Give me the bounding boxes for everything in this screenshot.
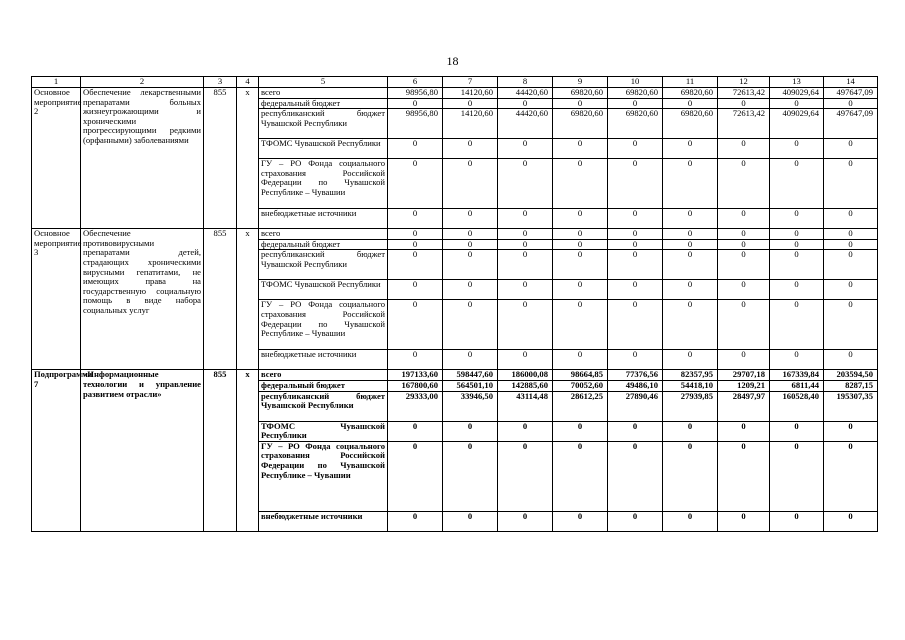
header-row: [32, 77, 878, 88]
value-cell: 0: [824, 229, 878, 240]
value-cell: 0: [663, 229, 718, 240]
value-cell: 409029,64: [770, 109, 824, 139]
value-cell: 167339,84: [770, 370, 824, 381]
value-cell: 0: [498, 441, 553, 511]
value-cell: 54418,10: [663, 380, 718, 391]
program-code: 855: [204, 88, 237, 229]
value-cell: 0: [498, 300, 553, 350]
header-cell: 7: [443, 77, 498, 88]
value-cell: 0: [824, 209, 878, 229]
funding-source: ТФОМС Чувашской Республики: [259, 421, 388, 441]
value-cell: 0: [498, 139, 553, 159]
value-cell: 0: [553, 300, 608, 350]
header-cell: 1: [32, 77, 81, 88]
header-cell: 4: [237, 77, 259, 88]
value-cell: 0: [553, 511, 608, 531]
value-cell: 0: [608, 139, 663, 159]
program-description: Обеспечение лекарственными препаратами больных жизнеугрожающими и хроническими прогрессирующими редкими (орфанными) заболеваниями: [81, 88, 204, 229]
value-cell: 497647,09: [824, 109, 878, 139]
value-cell: 0: [498, 280, 553, 300]
value-cell: 0: [770, 280, 824, 300]
value-cell: 0: [770, 209, 824, 229]
header-cell: 6: [388, 77, 443, 88]
value-cell: 0: [824, 350, 878, 370]
value-cell: 0: [388, 250, 443, 280]
value-cell: 0: [388, 280, 443, 300]
program-description: Обеспечение противовирусными препаратами детей, страдающих хроническими вирусными гепатитами, не имеющих права на государственную социальную помощь в виде набора социальных услуг: [81, 229, 204, 370]
value-cell: 27939,85: [663, 391, 718, 421]
value-cell: 0: [553, 209, 608, 229]
value-cell: 0: [824, 421, 878, 441]
header-cell: 13: [770, 77, 824, 88]
funding-source: ТФОМС Чувашской Республики: [259, 139, 388, 159]
program-code: 855: [204, 229, 237, 370]
header-cell: 3: [204, 77, 237, 88]
program-label: Основное мероприятие 2: [32, 88, 81, 229]
value-cell: 0: [498, 229, 553, 240]
value-cell: 0: [824, 250, 878, 280]
value-cell: 0: [663, 209, 718, 229]
value-cell: 44420,60: [498, 88, 553, 99]
value-cell: 186000,08: [498, 370, 553, 381]
funding-source: республиканский бюджет Чувашской Республики: [259, 250, 388, 280]
value-cell: 0: [718, 441, 770, 511]
funding-source: всего: [259, 229, 388, 240]
value-cell: 98956,80: [388, 109, 443, 139]
value-cell: 0: [608, 280, 663, 300]
value-cell: 0: [770, 300, 824, 350]
value-cell: 497647,09: [824, 88, 878, 99]
value-cell: 69820,60: [553, 88, 608, 99]
value-cell: 6811,44: [770, 380, 824, 391]
value-cell: 0: [608, 421, 663, 441]
funding-source: внебюджетные источники: [259, 511, 388, 531]
funding-source: федеральный бюджет: [259, 380, 388, 391]
program-label: Основное мероприятие 3: [32, 229, 81, 370]
value-cell: 0: [608, 300, 663, 350]
value-cell: 0: [663, 280, 718, 300]
value-cell: 0: [443, 229, 498, 240]
value-cell: 98956,80: [388, 88, 443, 99]
funding-source: республиканский бюджет Чувашской Республики: [259, 109, 388, 139]
value-cell: 0: [770, 421, 824, 441]
table-row: [32, 88, 878, 99]
value-cell: 14120,60: [443, 88, 498, 99]
value-cell: 28612,25: [553, 391, 608, 421]
value-cell: 0: [443, 421, 498, 441]
value-cell: 0: [718, 280, 770, 300]
value-cell: 0: [608, 98, 663, 109]
value-cell: 0: [498, 98, 553, 109]
value-cell: 0: [663, 239, 718, 250]
value-cell: 409029,64: [770, 88, 824, 99]
table-row: [32, 370, 878, 381]
value-cell: 0: [553, 250, 608, 280]
value-cell: 0: [770, 441, 824, 511]
value-cell: 29333,00: [388, 391, 443, 421]
value-cell: 0: [663, 159, 718, 209]
value-cell: 0: [553, 139, 608, 159]
value-cell: 0: [388, 441, 443, 511]
value-cell: 0: [824, 511, 878, 531]
value-cell: 0: [718, 229, 770, 240]
value-cell: 0: [718, 139, 770, 159]
value-cell: 0: [388, 511, 443, 531]
funding-source: всего: [259, 370, 388, 381]
program-label: Подпрограмма 7: [32, 370, 81, 531]
value-cell: 33946,50: [443, 391, 498, 421]
value-cell: 0: [388, 229, 443, 240]
value-cell: 0: [388, 421, 443, 441]
value-cell: 0: [553, 280, 608, 300]
value-cell: 0: [443, 511, 498, 531]
value-cell: 0: [770, 350, 824, 370]
funding-source: ГУ – РО Фонда социального страхования Российской Федерации по Чувашской Республике – Чувашии: [259, 159, 388, 209]
value-cell: 0: [443, 98, 498, 109]
value-cell: 0: [718, 239, 770, 250]
value-cell: 0: [498, 350, 553, 370]
value-cell: 44420,60: [498, 109, 553, 139]
value-cell: 0: [770, 250, 824, 280]
table-row: [32, 229, 878, 240]
value-cell: 1209,21: [718, 380, 770, 391]
value-cell: 0: [824, 139, 878, 159]
value-cell: 0: [498, 421, 553, 441]
value-cell: 72613,42: [718, 88, 770, 99]
value-cell: 0: [443, 280, 498, 300]
funding-source: ГУ – РО Фонда социального страхования Российской Федерации по Чувашской Республике – Чувашии: [259, 300, 388, 350]
value-cell: 69820,60: [608, 109, 663, 139]
value-cell: 0: [388, 209, 443, 229]
value-cell: 0: [608, 511, 663, 531]
value-cell: 0: [608, 239, 663, 250]
value-cell: 0: [718, 350, 770, 370]
value-cell: 160528,40: [770, 391, 824, 421]
value-cell: 0: [608, 350, 663, 370]
value-cell: 43114,48: [498, 391, 553, 421]
value-cell: 0: [388, 300, 443, 350]
value-cell: 0: [443, 350, 498, 370]
value-cell: 0: [498, 250, 553, 280]
value-cell: 0: [388, 239, 443, 250]
value-cell: 0: [608, 250, 663, 280]
value-cell: 0: [824, 159, 878, 209]
funding-source: федеральный бюджет: [259, 239, 388, 250]
value-cell: 14120,60: [443, 109, 498, 139]
value-cell: 69820,60: [553, 109, 608, 139]
value-cell: 0: [824, 280, 878, 300]
program-code: 855: [204, 370, 237, 531]
value-cell: 70052,60: [553, 380, 608, 391]
value-cell: 0: [824, 441, 878, 511]
program-description: «Информационные технологии и управление развитием отрасли»: [81, 370, 204, 531]
program-x-mark: х: [237, 370, 259, 531]
funding-source: внебюджетные источники: [259, 350, 388, 370]
value-cell: 27890,46: [608, 391, 663, 421]
value-cell: 0: [770, 139, 824, 159]
value-cell: 0: [770, 511, 824, 531]
value-cell: 203594,50: [824, 370, 878, 381]
value-cell: 598447,60: [443, 370, 498, 381]
value-cell: 69820,60: [608, 88, 663, 99]
value-cell: 0: [388, 139, 443, 159]
value-cell: 0: [553, 229, 608, 240]
value-cell: 0: [663, 139, 718, 159]
funding-source: республиканский бюджет Чувашской Республики: [259, 391, 388, 421]
value-cell: 49486,10: [608, 380, 663, 391]
value-cell: 8287,15: [824, 380, 878, 391]
value-cell: 0: [770, 239, 824, 250]
value-cell: 0: [553, 239, 608, 250]
budget-table: [31, 76, 878, 532]
value-cell: 0: [663, 511, 718, 531]
value-cell: 0: [553, 98, 608, 109]
value-cell: 69820,60: [663, 88, 718, 99]
value-cell: 0: [553, 350, 608, 370]
header-cell: 5: [259, 77, 388, 88]
value-cell: 0: [663, 300, 718, 350]
value-cell: 0: [443, 250, 498, 280]
funding-source: внебюджетные источники: [259, 209, 388, 229]
header-cell: 2: [81, 77, 204, 88]
value-cell: 0: [608, 229, 663, 240]
value-cell: 0: [663, 350, 718, 370]
value-cell: 0: [443, 441, 498, 511]
value-cell: 0: [553, 421, 608, 441]
value-cell: 0: [718, 209, 770, 229]
value-cell: 0: [770, 98, 824, 109]
funding-source: ГУ – РО Фонда социального страхования Российской Федерации по Чувашской Республике – Чувашии: [259, 441, 388, 511]
value-cell: 0: [718, 300, 770, 350]
value-cell: 0: [663, 250, 718, 280]
value-cell: 0: [498, 239, 553, 250]
program-x-mark: х: [237, 88, 259, 229]
value-cell: 564501,10: [443, 380, 498, 391]
funding-source: ТФОМС Чувашской Республики: [259, 280, 388, 300]
header-cell: 14: [824, 77, 878, 88]
value-cell: 0: [443, 300, 498, 350]
value-cell: 0: [663, 421, 718, 441]
value-cell: 0: [718, 98, 770, 109]
value-cell: 77376,56: [608, 370, 663, 381]
value-cell: 0: [608, 441, 663, 511]
value-cell: 0: [553, 441, 608, 511]
value-cell: 197133,60: [388, 370, 443, 381]
value-cell: 0: [608, 159, 663, 209]
value-cell: 0: [770, 229, 824, 240]
value-cell: 0: [663, 441, 718, 511]
value-cell: 142885,60: [498, 380, 553, 391]
value-cell: 0: [498, 159, 553, 209]
value-cell: 0: [824, 300, 878, 350]
value-cell: 0: [553, 159, 608, 209]
value-cell: 0: [443, 239, 498, 250]
value-cell: 0: [388, 98, 443, 109]
value-cell: 0: [824, 239, 878, 250]
value-cell: 0: [443, 209, 498, 229]
value-cell: 98664,85: [553, 370, 608, 381]
value-cell: 195307,35: [824, 391, 878, 421]
value-cell: 28497,97: [718, 391, 770, 421]
value-cell: 29707,18: [718, 370, 770, 381]
value-cell: 82357,95: [663, 370, 718, 381]
page-number: 18: [446, 54, 459, 68]
value-cell: 0: [718, 511, 770, 531]
value-cell: 0: [498, 511, 553, 531]
value-cell: 72613,42: [718, 109, 770, 139]
value-cell: 0: [824, 98, 878, 109]
value-cell: 0: [388, 350, 443, 370]
value-cell: 69820,60: [663, 109, 718, 139]
value-cell: 0: [718, 250, 770, 280]
value-cell: 0: [663, 98, 718, 109]
value-cell: 0: [443, 159, 498, 209]
value-cell: 0: [770, 159, 824, 209]
value-cell: 167800,60: [388, 380, 443, 391]
value-cell: 0: [498, 209, 553, 229]
value-cell: 0: [718, 421, 770, 441]
header-cell: 8: [498, 77, 553, 88]
header-cell: 10: [608, 77, 663, 88]
header-cell: 11: [663, 77, 718, 88]
funding-source: всего: [259, 88, 388, 99]
program-x-mark: х: [237, 229, 259, 370]
header-cell: 9: [553, 77, 608, 88]
funding-source: федеральный бюджет: [259, 98, 388, 109]
value-cell: 0: [388, 159, 443, 209]
value-cell: 0: [608, 209, 663, 229]
value-cell: 0: [718, 159, 770, 209]
value-cell: 0: [443, 139, 498, 159]
header-cell: 12: [718, 77, 770, 88]
